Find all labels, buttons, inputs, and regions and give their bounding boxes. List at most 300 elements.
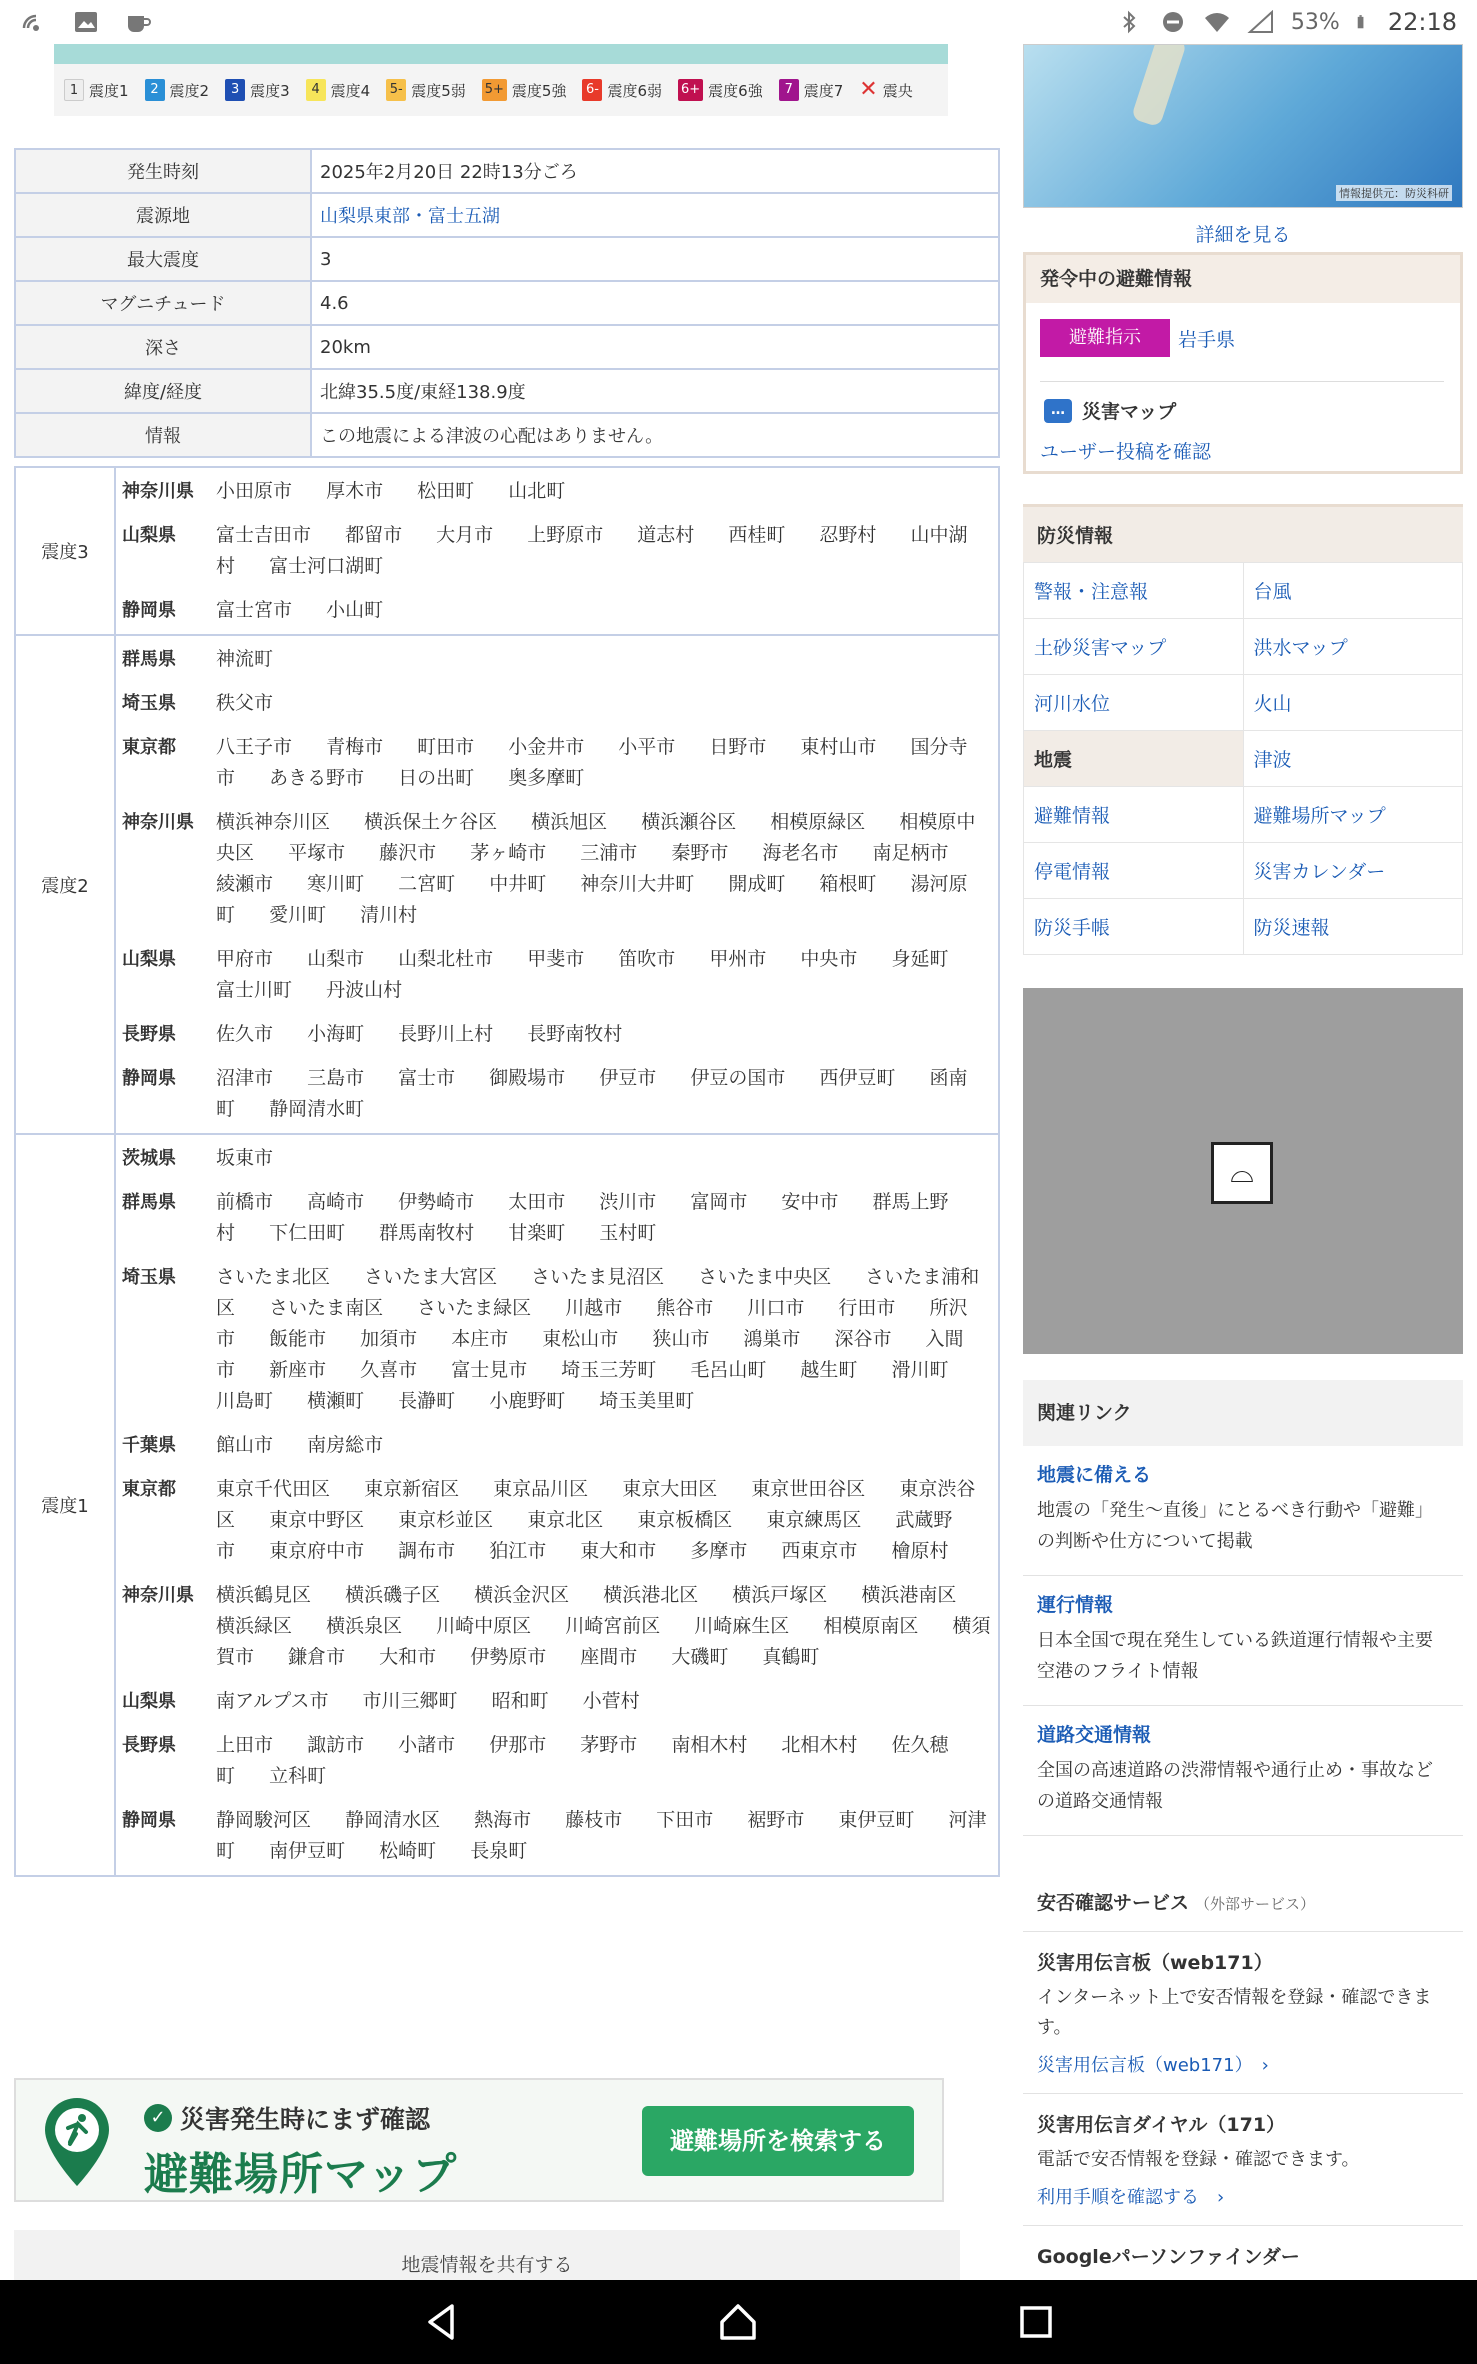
city-name: 所沢市 — [216, 1297, 968, 1350]
related-title[interactable]: 道路交通情報 — [1037, 1724, 1152, 1746]
info-value-cell — [311, 281, 999, 325]
related-title[interactable]: 地震に備える — [1037, 1464, 1152, 1486]
legend-swatch: 6+ — [678, 79, 703, 101]
city-name: 静岡清水区 — [345, 1809, 441, 1831]
info-row — [15, 193, 999, 237]
city-name: 横浜泉区 — [326, 1615, 403, 1637]
legend-swatch: 3 — [225, 79, 245, 101]
epicenter-x-icon: ✕ — [859, 77, 878, 102]
legend-swatch: 4 — [306, 79, 326, 101]
city-name: 館山市 — [216, 1434, 274, 1456]
city-name: 富岡市 — [690, 1191, 748, 1213]
city-name: 鴻巣市 — [743, 1328, 801, 1350]
legend-epicenter — [859, 79, 912, 101]
legend-item — [678, 79, 763, 101]
city-name: 前橋市 — [216, 1191, 274, 1213]
city-name: 滑川町 — [891, 1359, 949, 1381]
city-name: 小諸市 — [398, 1734, 456, 1756]
legend-item — [306, 79, 371, 101]
prefecture-row — [122, 1686, 994, 1717]
divider — [1040, 381, 1444, 382]
city-name: 伊豆の国市 — [690, 1067, 786, 1089]
bluetooth-icon — [1115, 10, 1143, 34]
city-name: 静岡駿河区 — [216, 1809, 312, 1831]
info-value-cell — [311, 413, 999, 457]
evacuation-map-banner[interactable] — [14, 2078, 944, 2202]
legend-label: 震度5強 — [511, 81, 567, 100]
city-name: 飯能市 — [269, 1328, 327, 1350]
city-name: 相模原中央区 — [216, 811, 976, 864]
city-list — [216, 732, 994, 794]
city-name: 横浜鶴見区 — [216, 1584, 312, 1606]
anpi-title: 災害用伝言板（web171） — [1037, 1952, 1273, 1974]
ad-placeholder — [1023, 988, 1463, 1354]
info-value: 3 — [320, 248, 332, 270]
city-list — [216, 944, 994, 1006]
info-key: 震源地 — [15, 193, 311, 237]
city-name: 鎌倉市 — [288, 1646, 346, 1668]
anpi-sub: （外部サービス） — [1195, 1895, 1316, 1913]
home-icon[interactable] — [714, 2298, 762, 2346]
city-name: 東松山市 — [542, 1328, 619, 1350]
city-name: 昭和町 — [491, 1690, 549, 1712]
city-name: さいたま緑区 — [417, 1297, 532, 1319]
city-name: 甲州市 — [709, 948, 767, 970]
city-name: 山梨北杜市 — [398, 948, 494, 970]
city-name: 伊勢崎市 — [398, 1191, 475, 1213]
bousai-row — [1024, 731, 1463, 787]
battery-icon — [1356, 10, 1372, 34]
city-name: 渋川市 — [599, 1191, 657, 1213]
prefecture-row — [122, 520, 994, 582]
evac-order-badge: 避難指示 — [1040, 319, 1170, 357]
city-name: 南相木村 — [671, 1734, 748, 1756]
city-name: 綾瀬市 — [216, 873, 274, 895]
city-name: 上野原市 — [527, 524, 604, 546]
city-name: 横浜戸塚区 — [732, 1584, 828, 1606]
city-name: 東京板橋区 — [637, 1509, 733, 1531]
bousai-link[interactable]: 台風 — [1243, 563, 1462, 619]
bousai-link[interactable]: 河川水位 — [1024, 675, 1244, 731]
bousai-links — [1023, 562, 1463, 955]
page-content — [0, 44, 1477, 2280]
info-row — [15, 369, 999, 413]
city-name: 群馬南牧村 — [379, 1222, 475, 1244]
city-name: 開成町 — [728, 873, 786, 895]
city-name: 小金井市 — [508, 736, 585, 758]
prefecture-name: 長野県 — [122, 1735, 176, 1756]
info-value-cell — [311, 369, 999, 413]
disaster-map-heading — [1044, 397, 1176, 424]
city-name: 檜原村 — [891, 1540, 949, 1562]
city-name: 狛江市 — [489, 1540, 547, 1562]
bousai-row — [1024, 675, 1463, 731]
city-name: 小田原市 — [216, 480, 293, 502]
city-name: 甘楽町 — [508, 1222, 566, 1244]
city-list — [216, 595, 994, 626]
info-row — [15, 413, 999, 457]
anpi-header — [1023, 1874, 1463, 1932]
city-name: 本庄市 — [451, 1328, 509, 1350]
city-name: 厚木市 — [326, 480, 384, 502]
prefecture-name: 長野県 — [122, 1024, 176, 1045]
city-name: 川崎中原区 — [436, 1615, 532, 1637]
info-row — [15, 325, 999, 369]
bousai-row — [1024, 787, 1463, 843]
city-name: 茅野市 — [580, 1734, 638, 1756]
city-name: さいたま大宮区 — [364, 1266, 498, 1288]
clock: 22:18 — [1387, 8, 1457, 36]
city-name: 東大和市 — [580, 1540, 657, 1562]
bousai-link[interactable]: 防災速報 — [1243, 899, 1462, 955]
city-name: 丹波山村 — [326, 979, 403, 1001]
city-name: 山中湖村 — [216, 524, 968, 577]
city-name: 玉村町 — [599, 1222, 657, 1244]
city-name: 大和市 — [379, 1646, 437, 1668]
city-name: 身延町 — [891, 948, 949, 970]
city-name: 越生町 — [800, 1359, 858, 1381]
legend-label: 震度3 — [250, 81, 290, 100]
city-name: 藤沢市 — [379, 842, 437, 864]
city-name: 御殿場市 — [489, 1067, 566, 1089]
legend-label: 震度5弱 — [411, 81, 466, 100]
bousai-link[interactable]: 洪水マップ — [1243, 619, 1462, 675]
info-key: 深さ — [15, 325, 311, 369]
city-name: 長野川上村 — [398, 1023, 494, 1045]
bousai-link[interactable]: 避難場所マップ — [1243, 787, 1462, 843]
city-name: 東京品川区 — [493, 1478, 589, 1500]
legend-item — [582, 79, 662, 101]
map-land — [1131, 44, 1187, 127]
banner-check — [144, 2100, 430, 2136]
anpi-item — [1023, 1932, 1463, 2094]
city-name: 新座市 — [269, 1359, 327, 1381]
prefecture-row — [122, 944, 994, 1006]
banner-check-text: 災害発生時にまず確認 — [180, 2105, 431, 2134]
city-name: 横浜神奈川区 — [216, 811, 331, 833]
info-value-cell — [311, 325, 999, 369]
city-list — [216, 1430, 994, 1461]
city-name: 熱海市 — [474, 1809, 532, 1831]
city-name: 横瀬町 — [307, 1390, 365, 1412]
prefecture-name: 東京都 — [122, 737, 176, 758]
prefecture-row — [122, 1019, 994, 1050]
city-name: 甲府市 — [216, 948, 274, 970]
map-credit: 情報提供元：防災科研 — [1336, 185, 1452, 201]
intensity-level: 震度2 — [15, 635, 115, 1134]
city-name: 小菅村 — [582, 1690, 640, 1712]
city-name: 町田市 — [417, 736, 475, 758]
city-name: 東京渋谷区 — [216, 1478, 976, 1531]
google-person-finder[interactable]: Googleパーソンファインダー — [1037, 2246, 1300, 2268]
prefecture-row — [122, 476, 994, 507]
intensity-areas — [115, 467, 999, 635]
city-name: 横浜保土ケ谷区 — [364, 811, 498, 833]
legend-label: 震度6弱 — [607, 81, 662, 100]
recents-icon[interactable] — [1012, 2298, 1060, 2346]
bousai-link[interactable]: 津波 — [1243, 731, 1462, 787]
related-item[interactable] — [1023, 1576, 1463, 1706]
bousai-row — [1024, 619, 1463, 675]
bousai-link[interactable]: 土砂災害マップ — [1024, 619, 1244, 675]
city-name: 調布市 — [398, 1540, 456, 1562]
prefecture-name: 群馬県 — [122, 1192, 176, 1213]
city-list — [216, 1686, 994, 1717]
city-name: 東京千代田区 — [216, 1478, 331, 1500]
intensity-table — [14, 466, 1000, 1877]
city-name: 川島町 — [216, 1390, 274, 1412]
city-name: 南伊豆町 — [269, 1840, 346, 1862]
city-name: 笛吹市 — [618, 948, 676, 970]
city-name: 武蔵野市 — [216, 1509, 953, 1562]
city-name: 川口市 — [747, 1297, 805, 1319]
city-name: 相模原南区 — [823, 1615, 919, 1637]
city-name: 中井町 — [489, 873, 547, 895]
city-name: 大磯町 — [671, 1646, 729, 1668]
user-posts-link[interactable]: ユーザー投稿を確認 — [1040, 441, 1212, 463]
prefecture-row — [122, 1580, 994, 1673]
prefecture-row — [122, 688, 994, 719]
city-name: 南足柄市 — [872, 842, 949, 864]
info-value: 2025年2月20日 22時13分ごろ — [320, 162, 578, 183]
bousai-row — [1024, 563, 1463, 619]
city-name: 奥多摩町 — [508, 767, 585, 789]
info-key: マグニチュード — [15, 281, 311, 325]
prefecture-row — [122, 595, 994, 626]
bousai-link[interactable]: 火山 — [1243, 675, 1462, 731]
city-name: 秦野市 — [671, 842, 729, 864]
city-name: 河津町 — [216, 1809, 987, 1862]
city-name: 道志村 — [637, 524, 695, 546]
city-list — [216, 1187, 994, 1249]
city-name: 日野市 — [709, 736, 767, 758]
legend-swatch: 6- — [582, 79, 602, 101]
city-name: 沼津市 — [216, 1067, 274, 1089]
anpi-title: 安否確認サービス — [1037, 1892, 1190, 1914]
city-name: 南アルプス市 — [216, 1690, 329, 1712]
city-name: 富士河口湖町 — [269, 555, 384, 577]
city-name: 横浜旭区 — [531, 811, 608, 833]
city-name: 茅ヶ崎市 — [470, 842, 547, 864]
prefecture-name: 神奈川県 — [122, 1585, 194, 1606]
city-name: 函南町 — [216, 1067, 968, 1120]
city-name: さいたま中央区 — [698, 1266, 832, 1288]
bousai-header: 防災情報 — [1023, 504, 1463, 562]
intensity-row — [15, 467, 999, 635]
city-name: 横浜金沢区 — [474, 1584, 570, 1606]
city-list — [216, 1730, 994, 1792]
related-item[interactable] — [1023, 1446, 1463, 1576]
city-list — [216, 807, 994, 931]
bousai-link[interactable]: 避難情報 — [1024, 787, 1244, 843]
city-name: 東京大田区 — [622, 1478, 718, 1500]
dnd-icon — [1159, 10, 1187, 34]
map-bottom-strip — [54, 44, 948, 64]
city-name: 上田市 — [216, 1734, 274, 1756]
city-name: 裾野市 — [747, 1809, 805, 1831]
bousai-link[interactable]: 災害カレンダー — [1243, 843, 1462, 899]
city-name: 伊豆市 — [599, 1067, 657, 1089]
wifi-icon — [1203, 10, 1231, 34]
signal-icon — [1247, 10, 1275, 34]
related-item[interactable] — [1023, 1706, 1463, 1836]
info-key: 情報 — [15, 413, 311, 457]
city-name: 松崎町 — [379, 1840, 437, 1862]
city-name: 伊那市 — [489, 1734, 547, 1756]
related-desc: 地震の「発生～直後」にとるべき行動や「避難」の判断や仕方について掲載 — [1037, 1500, 1433, 1552]
map-details-link[interactable]: 詳細を見る — [1195, 224, 1291, 246]
legend-item — [482, 79, 567, 101]
info-value: 北緯35.5度/東経138.9度 — [320, 382, 526, 403]
status-bar — [0, 0, 1477, 44]
anpi-link[interactable]: 災害用伝言板（web171） › — [1037, 2055, 1269, 2076]
legend-swatch: 5- — [386, 79, 406, 101]
info-row — [15, 149, 999, 193]
info-value: 20km — [320, 336, 371, 358]
legend-item — [386, 79, 466, 101]
city-list — [216, 1262, 994, 1417]
city-name: 川崎宮前区 — [565, 1615, 661, 1637]
prefecture-name: 山梨県 — [122, 525, 176, 546]
city-name: 埼玉三芳町 — [561, 1359, 657, 1381]
evac-pref-link[interactable]: 岩手県 — [1178, 328, 1236, 351]
city-name: 富士市 — [398, 1067, 456, 1089]
city-name: 西伊豆町 — [819, 1067, 896, 1089]
epicenter-link[interactable]: 山梨県東部・富士五湖 — [320, 206, 500, 227]
anpi-desc: 電話で安否情報を登録・確認できます。 — [1037, 2149, 1360, 2170]
check-icon: ✓ — [144, 2104, 172, 2132]
share-earthquake-button[interactable]: 地震情報を共有する — [14, 2230, 960, 2280]
disaster-map-label: 災害マップ — [1082, 401, 1177, 423]
city-name: 富士宮市 — [216, 599, 293, 621]
safety-services — [1023, 1874, 1463, 2280]
city-list — [216, 1474, 994, 1567]
info-value: この地震による津波の心配はありません。 — [320, 426, 664, 447]
city-name: 深谷市 — [834, 1328, 892, 1350]
city-name: 東京新宿区 — [364, 1478, 460, 1500]
bousai-row — [1024, 843, 1463, 899]
prefecture-row — [122, 1063, 994, 1125]
city-name: 秩父市 — [216, 692, 274, 714]
city-list — [216, 1805, 994, 1867]
city-name: 南房総市 — [307, 1434, 384, 1456]
bousai-link[interactable]: 警報・注意報 — [1024, 563, 1244, 619]
city-name: 清川村 — [360, 904, 418, 926]
anpi-link[interactable]: 利用手順を確認する › — [1037, 2187, 1225, 2208]
city-name: 甲斐市 — [527, 948, 585, 970]
bousai-link[interactable]: 防災手帳 — [1024, 899, 1244, 955]
city-name: 横浜磯子区 — [345, 1584, 441, 1606]
city-name: 湯河原町 — [216, 873, 968, 926]
prefecture-row — [122, 1730, 994, 1792]
city-list — [216, 644, 994, 675]
city-name: 横浜緑区 — [216, 1615, 293, 1637]
prefecture-name: 静岡県 — [122, 1810, 176, 1831]
intensity-areas — [115, 1134, 999, 1876]
city-list — [216, 476, 994, 507]
city-name: 東伊豆町 — [838, 1809, 915, 1831]
legend-label: 震度2 — [169, 81, 210, 100]
info-key: 最大震度 — [15, 237, 311, 281]
intensity-row — [15, 1134, 999, 1876]
info-row — [15, 237, 999, 281]
info-row — [15, 281, 999, 325]
intensity-row — [15, 635, 999, 1134]
city-name: 久喜市 — [360, 1359, 418, 1381]
search-shelter-button[interactable]: 避難場所を検索する — [642, 2106, 914, 2176]
prefecture-row — [122, 1805, 994, 1867]
info-value: 4.6 — [320, 292, 349, 314]
city-name: 東京世田谷区 — [751, 1478, 866, 1500]
city-name: 日の出町 — [398, 767, 475, 789]
city-name: 長野南牧村 — [527, 1023, 623, 1045]
city-name: 横浜港北区 — [603, 1584, 699, 1606]
prefecture-name: 千葉県 — [122, 1435, 176, 1456]
city-name: 太田市 — [508, 1191, 566, 1213]
city-name: さいたま南区 — [269, 1297, 384, 1319]
legend-item — [145, 79, 210, 101]
info-key: 発生時刻 — [15, 149, 311, 193]
city-name: 横浜港南区 — [861, 1584, 957, 1606]
evacuation-info-box — [1023, 252, 1463, 474]
disaster-prevention-box — [1023, 504, 1463, 955]
city-name: 海老名市 — [762, 842, 839, 864]
intensity-body — [15, 467, 999, 1876]
city-list — [216, 688, 994, 719]
city-name: 横浜瀬谷区 — [641, 811, 737, 833]
city-name: 入間市 — [216, 1328, 964, 1381]
city-name: 忍野村 — [819, 524, 877, 546]
city-name: 長泉町 — [470, 1840, 528, 1862]
city-name: 群馬上野村 — [216, 1191, 949, 1244]
bousai-row — [1024, 899, 1463, 955]
legend-label: 震度1 — [89, 81, 129, 100]
evac-row — [1040, 319, 1235, 357]
city-list — [216, 1580, 994, 1673]
prefecture-name: 東京都 — [122, 1479, 176, 1500]
battery-percent: 53% — [1290, 9, 1340, 35]
city-name: 中央市 — [800, 948, 858, 970]
city-name: 相模原緑区 — [770, 811, 866, 833]
info-value-cell — [311, 237, 999, 281]
city-name: 青梅市 — [326, 736, 384, 758]
city-name: 三島市 — [307, 1067, 365, 1089]
related-header: 関連リンク — [1023, 1380, 1463, 1446]
info-value-cell — [311, 193, 999, 237]
prefecture-name: 茨城県 — [122, 1148, 176, 1169]
prefecture-name: 山梨県 — [122, 949, 176, 970]
bousai-link[interactable]: 停電情報 — [1024, 843, 1244, 899]
city-list — [216, 1019, 994, 1050]
city-name: 小海町 — [307, 1023, 365, 1045]
prefecture-row — [122, 1430, 994, 1461]
city-name: 松田町 — [417, 480, 475, 502]
legend-swatch: 5+ — [482, 79, 507, 101]
city-name: 静岡清水町 — [269, 1098, 365, 1120]
epicenter-map[interactable] — [1023, 44, 1463, 208]
city-name: 八王子市 — [216, 736, 293, 758]
android-nav-bar — [0, 2280, 1477, 2364]
city-name: さいたま北区 — [216, 1266, 331, 1288]
related-desc: 日本全国で現在発生している鉄道運行情報や主要空港のフライト情報 — [1037, 1630, 1433, 1682]
city-name: 富士川町 — [216, 979, 293, 1001]
related-title[interactable]: 運行情報 — [1037, 1594, 1114, 1616]
back-icon[interactable] — [418, 2298, 466, 2346]
city-name: 愛川町 — [269, 904, 327, 926]
city-name: 埼玉美里町 — [599, 1390, 695, 1412]
city-name: 藤枝市 — [565, 1809, 623, 1831]
city-name: 佐久穂町 — [216, 1734, 949, 1787]
